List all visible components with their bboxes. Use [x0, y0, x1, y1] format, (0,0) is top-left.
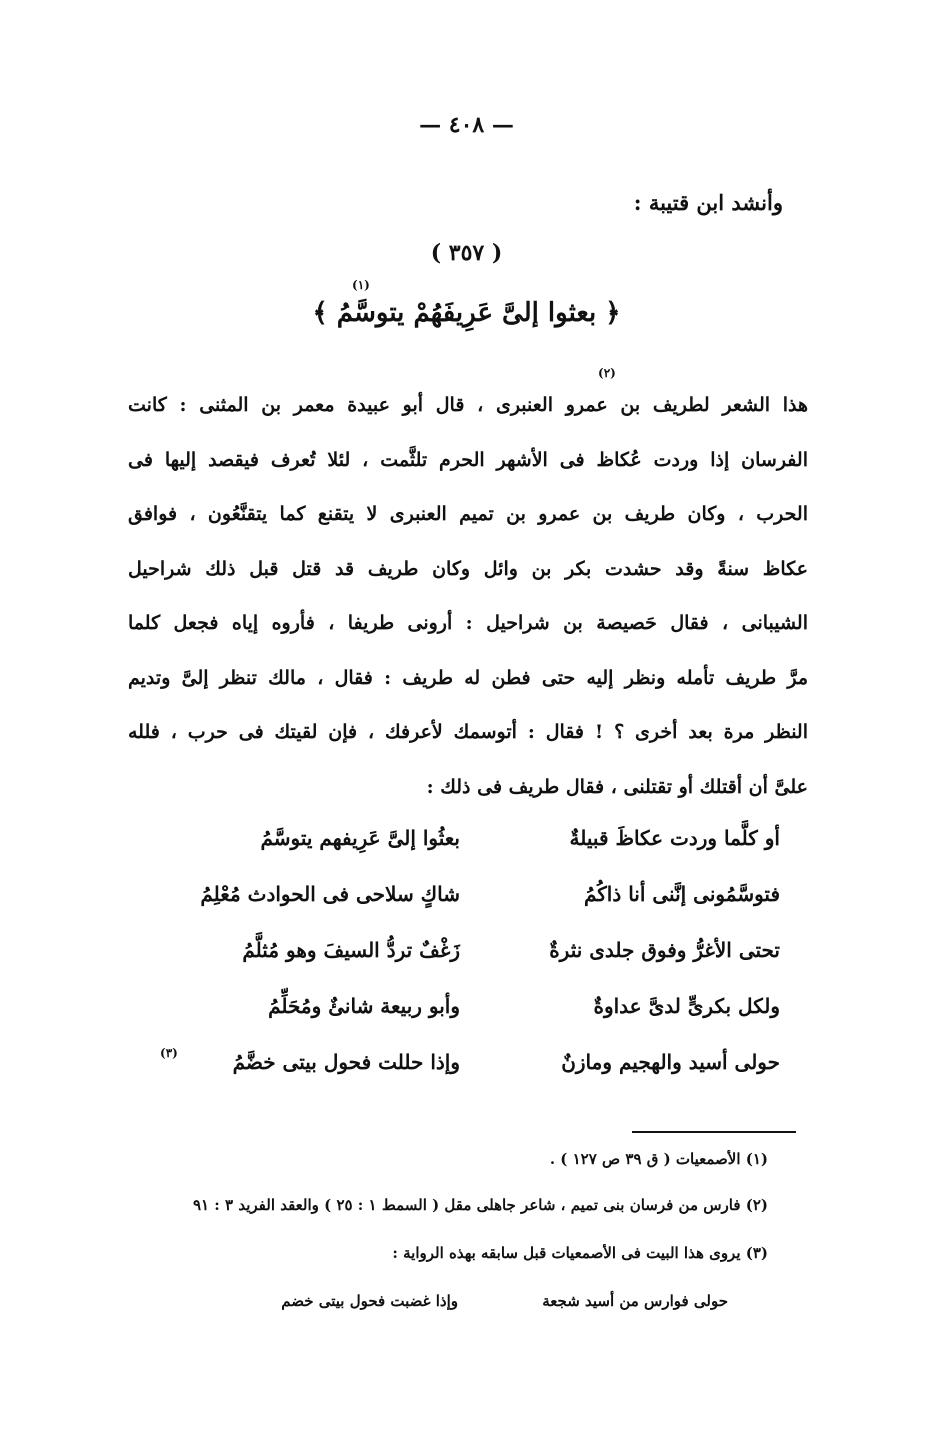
verse-first-hemistich: أو كلَّما وردت عكاظَ قبيلةٌ	[569, 826, 780, 850]
verse-second-hemistich: شاكٍ سلاحى فى الحوادث مُعْلِمُ	[200, 882, 460, 906]
prose-line: علىَّ أن أقتلك أو تقتلنى ، فقال طريف فى ذلك :	[426, 775, 808, 798]
verse-first-hemistich: تحتى الأغرُّ وفوق جلدى نثرةٌ	[549, 938, 780, 962]
verse	[140, 980, 780, 1036]
prose-line: مرَّ طريف تأمله ونظر إليه حتى فطن له طريف : فقال ، مالك تنظر إلىَّ وتديم	[128, 666, 808, 689]
prose-line: هذا الشعر لطريف بن عمرو العنبرى ، قال أبو عبيدة معمر بن المثنى : كانت	[128, 394, 808, 416]
verse-second-hemistich: وأبو ربيعة شانئٌ ومُحَلِّمُ	[268, 994, 460, 1018]
verse-first-hemistich: حولى أسيد والهجيم ومازنٌ	[561, 1050, 780, 1074]
prose-line: الفرسان إذا وردت عُكاظ فى الأشهر الحرم تلثَّمت ، لئلا تُعرف فيقصد إليها فى	[128, 448, 808, 471]
prose-line: الحرب ، وكان طريف بن عمرو بن تميم العنبرى لا يتقنع كما يتقنَّعُون ، فوافق	[128, 503, 808, 525]
intro-line: وأنشد ابن قتيبة :	[633, 190, 783, 215]
prose-footnote-ref: (٢)	[598, 366, 616, 380]
verse	[140, 924, 780, 980]
footnote-3: (٣) يروى هذا البيت فى الأصمعيات قبل سابقه بهذه الرواية :	[392, 1244, 768, 1262]
footnote-2: (٢) فارس من فرسان بنى تميم ، شاعر جاهلى مقل ( السمط ١ : ٢٥ ) والعقد الفريد ٣ : ٩١	[192, 1196, 768, 1214]
prose-line: عكاظ سنةً وقد حشدت بكر بن وائل وكان طريف قد قتل قبل ذلك شراحيل	[128, 557, 808, 580]
footnote-1: (١) الأصمعيات ( ق ٣٩ ص ١٢٧ ) .	[549, 1150, 768, 1168]
verse-second-hemistich: بعثُوا إلىَّ عَرِيفهم يتوسَّمُ	[260, 826, 460, 850]
verse-first-hemistich: ولكل بكرىٍّ لدىَّ عداوةٌ	[593, 994, 780, 1018]
prose-line: النظر مرة بعد أخرى ؟ ! فقال : أتوسمك لأعرفك ، فإن لقيتك فى حرب ، فلله	[128, 721, 808, 743]
verse-footnote-ref: (٣)	[160, 1046, 178, 1060]
poem-title-footnote-ref: (١)	[352, 278, 370, 292]
verse-second-hemistich: زَغْفٌ تردُّ السيفَ وهو مُثلَّمُ	[242, 938, 460, 962]
footnote-divider	[632, 1131, 796, 1133]
verse	[140, 868, 780, 924]
footnote-verse-second-hemistich: وإذا غضبت فحول بيتى خضم	[281, 1292, 458, 1310]
footnote-3-verse	[208, 1286, 728, 1316]
poem-title: ﴿ بعثوا إلىَّ عَرِيفَهُمْ يتوسَّمُ ﴾	[312, 298, 621, 328]
prose-body	[128, 378, 808, 814]
verse-second-hemistich: وإذا حللت فحول بيتى خضَّمُ	[232, 1050, 460, 1074]
verse	[140, 1036, 780, 1092]
verse-first-hemistich: فتوسَّمُونى إنَّنى أنا ذاكُمُ	[583, 882, 780, 906]
poem-verses	[140, 812, 780, 1092]
verse	[140, 812, 780, 868]
prose-line: الشيبانى ، فقال حَصيصة بن شراحيل : أرونى طريفا ، فأروه إياه فجعل كلما	[128, 612, 808, 634]
page-number: — ٤٠٨ —	[419, 112, 514, 138]
poem-number: ( ٣٥٧ )	[430, 240, 503, 266]
footnote-verse-first-hemistich: حولى فوارس من أسيد شجعة	[542, 1292, 728, 1310]
